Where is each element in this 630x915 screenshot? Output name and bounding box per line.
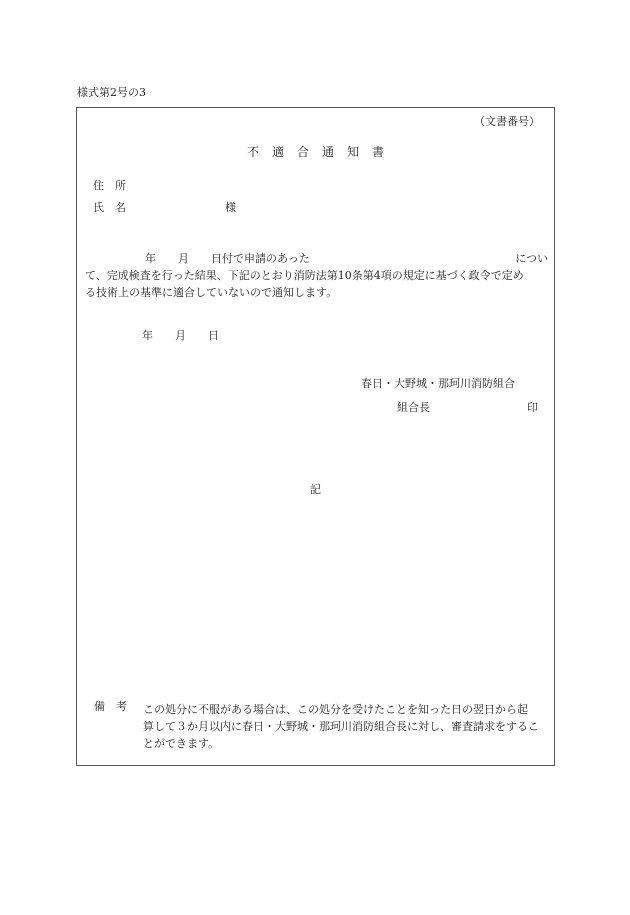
address-label: 住 所 bbox=[93, 179, 126, 192]
body-line-2: て、完成検査を行った結果、下記のとおり消防法第10条第4項の規定に基づく政令で定め bbox=[85, 269, 524, 282]
notice-form-frame bbox=[76, 107, 555, 766]
name-label: 氏 名 bbox=[93, 201, 126, 214]
body-line-1 bbox=[85, 250, 548, 267]
organization-name: 春日・大野城・那珂川消防組合 bbox=[361, 377, 515, 390]
note-body bbox=[143, 701, 550, 752]
note-line-2: 算して３か月以内に春日・大野城・那珂川消防組合長に対し、審査請求をするこ bbox=[143, 720, 539, 733]
chief-title: 組合長 bbox=[397, 401, 430, 414]
honorific: 様 bbox=[225, 201, 236, 214]
notice-body bbox=[85, 250, 548, 301]
seal-mark: 印 bbox=[527, 401, 538, 414]
body-line-1-prefix: 年 月 日付で申請のあった bbox=[145, 252, 310, 265]
ki-heading: 記 bbox=[310, 483, 321, 496]
note-label: 備 考 bbox=[94, 700, 127, 713]
document-number: （文書番号） bbox=[474, 115, 540, 128]
body-line-1-suffix: につい bbox=[515, 252, 548, 265]
issue-date: 年 月 日 bbox=[142, 329, 219, 342]
note-line-1: この処分に不服がある場合は、この処分を受けたことを知った日の翌日から起 bbox=[143, 703, 528, 716]
body-line-3: る技術上の基準に適合していないので通知します。 bbox=[85, 286, 338, 299]
document-title: 不適合通知書 bbox=[246, 145, 397, 159]
note-line-3: とができます。 bbox=[143, 737, 220, 750]
form-number-label: 様式第2号の3 bbox=[77, 86, 146, 99]
